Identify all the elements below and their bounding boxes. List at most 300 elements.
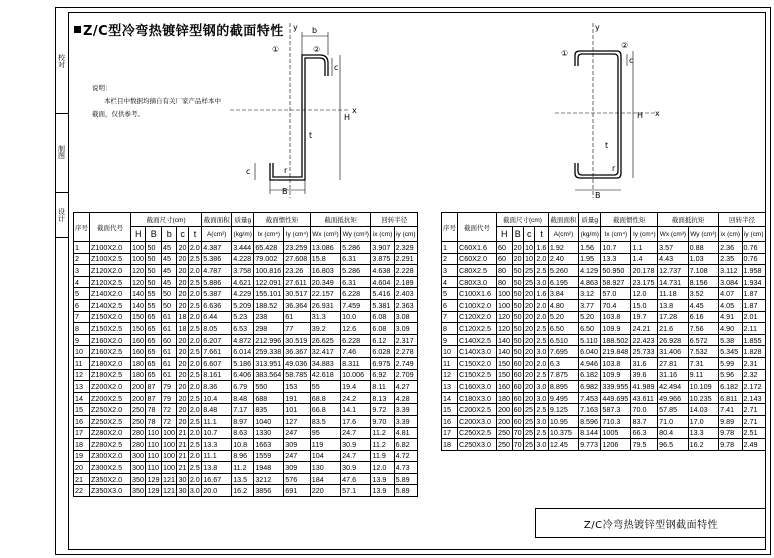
z-table-row: [74, 415, 418, 427]
c-cell: 4: [442, 276, 458, 288]
c-cell: 4.129: [579, 265, 601, 277]
z-cell: 4.28: [394, 392, 417, 404]
z-cell: Z280X2.0: [90, 427, 131, 439]
c-cell: 25: [525, 428, 533, 438]
z-table-row: [74, 323, 418, 335]
c-cell: 70.0: [631, 404, 658, 416]
c-cell: 20: [513, 254, 522, 264]
z-cell: 280: [132, 428, 144, 438]
c-cell: 4.863: [579, 276, 601, 288]
z-cell: 2.291: [394, 253, 417, 265]
c-cell: 0.88: [688, 242, 718, 254]
z-cell: 50: [161, 299, 176, 311]
z-cell: 2.0: [189, 242, 200, 252]
c-cell: 18: [442, 439, 458, 451]
c-cell: 12.0: [631, 288, 658, 300]
z-cell: 300: [132, 463, 144, 473]
c-cell: 5.345: [719, 346, 742, 358]
z-cell: 7: [74, 311, 90, 323]
z-cell: 78: [146, 415, 161, 427]
c-cell: 25: [525, 405, 533, 415]
c-cell: 3.0: [536, 277, 547, 287]
c-cell: 109.9: [601, 369, 631, 381]
z-table-row: [74, 404, 418, 416]
c-cell: 60: [513, 416, 522, 426]
z-cell: 3.09: [394, 323, 417, 335]
c-col-radius: 回转半径: [719, 213, 766, 227]
z-cell: 72: [161, 404, 176, 416]
z-cell: 30.519: [284, 334, 311, 346]
z-cell: 100: [162, 463, 175, 473]
c-cell: 2.40: [548, 253, 578, 265]
z-cell: 150: [132, 323, 144, 333]
c-cell: 60: [497, 242, 513, 254]
c-cell: 219.848: [601, 346, 631, 358]
z-cell: 2.5: [189, 323, 200, 333]
c-cell: 100: [497, 288, 513, 300]
z-cell: 2.228: [394, 265, 417, 277]
note-label: 说明：: [92, 84, 112, 92]
c-cell: 22.423: [631, 334, 658, 346]
z-cell: 119: [310, 439, 340, 451]
z-cell: 7.661: [202, 346, 232, 358]
c-cell: 20: [525, 312, 533, 322]
c-cell: 587.3: [601, 404, 631, 416]
c-cell: 20: [525, 300, 533, 310]
z-cell: 8.05: [202, 323, 232, 335]
z-cell: 58.785: [284, 369, 311, 381]
c-cell: 10: [525, 242, 533, 252]
c-cell: 10: [525, 254, 533, 264]
z-cell: 8.48: [202, 404, 232, 416]
z-table-row: [74, 485, 418, 497]
note-block: [92, 82, 221, 121]
col-area-unit: A(cm²): [202, 227, 232, 242]
title-square-icon: [74, 26, 81, 33]
c-cell: C250X2.5: [458, 427, 497, 439]
z-cell: 3.758: [232, 265, 254, 277]
z-cell: 11.2: [232, 462, 254, 474]
c-cell: 200: [497, 415, 513, 427]
c-cell: 1.1: [631, 242, 658, 254]
c-cell: 6.195: [548, 276, 578, 288]
z-cell: 300: [132, 451, 144, 461]
z-cell: 121: [162, 474, 175, 484]
z-cell: 26.931: [310, 299, 340, 311]
z-cell: 2: [74, 253, 90, 265]
z-cell: 27.611: [284, 276, 311, 288]
z-cell: 2.0: [189, 358, 200, 368]
z-cell: 68.8: [310, 392, 340, 404]
c-cell: 10.235: [688, 392, 718, 404]
z-cell: 22: [74, 485, 90, 497]
z-table-row: [74, 253, 418, 265]
c-cell: C120X2.0: [458, 311, 497, 323]
z-cell: 21: [74, 473, 90, 485]
z-section-outline: [270, 58, 325, 180]
c-cell: 39.6: [631, 369, 658, 381]
z-cell: 57.1: [341, 485, 371, 497]
c-cell: 50: [513, 335, 522, 345]
z-cell: 100: [162, 428, 175, 438]
z-cell: 4.604: [371, 276, 394, 288]
z-cell: Z250X2.0: [90, 404, 131, 416]
z-cell: 19: [74, 450, 90, 462]
z-cell: 104: [310, 450, 340, 462]
c-label-t: t: [605, 141, 609, 150]
c-cell: 7.453: [579, 392, 601, 404]
c-cell: 57.85: [658, 404, 689, 416]
col-radius: 回转半径: [371, 213, 418, 227]
z-cell: 160: [132, 335, 144, 345]
z-cell: 36.364: [284, 299, 311, 311]
z-cell: 5.886: [202, 276, 232, 288]
z-cell: 13.3: [202, 439, 232, 451]
z-cell: 61: [161, 311, 176, 323]
c-cell: 11: [442, 357, 458, 369]
col-t: t: [188, 227, 201, 242]
z-cell: 3.875: [371, 253, 394, 265]
z-cell: 110: [146, 427, 161, 439]
z-cell: 1: [74, 242, 90, 254]
z-cell: 10.7: [202, 427, 232, 439]
col-code: 截面代号: [90, 213, 131, 242]
z-cell: 184: [310, 473, 340, 485]
z-cell: 220: [310, 485, 340, 497]
z-cell: 16.67: [202, 473, 232, 485]
z-cell: 39.2: [310, 323, 340, 335]
z-cell: 65: [146, 369, 161, 381]
c-cell: 12.737: [658, 265, 689, 277]
z-cell: 120: [132, 265, 144, 275]
c-table-row: [442, 381, 766, 393]
c-cell: 103.8: [601, 357, 631, 369]
z-cell: 13.8: [202, 462, 232, 474]
c-cell: 1.4: [631, 253, 658, 265]
c-cell: 8.144: [579, 427, 601, 439]
z-table-row: [74, 369, 418, 381]
z-cell: 20: [178, 277, 187, 287]
z-cell: 212.996: [254, 334, 284, 346]
z-cell: 11.1: [202, 415, 232, 427]
z-cell: 13.5: [232, 473, 254, 485]
c-col-H: H: [497, 227, 513, 242]
z-cell: 6.08: [371, 311, 394, 323]
c-cell: C100X2.0: [458, 299, 497, 311]
c-cell: 80: [497, 276, 513, 288]
z-cell: Z350X3.0: [90, 485, 131, 497]
c-cell: 31.16: [658, 369, 689, 381]
c-cell: 339.955: [601, 381, 631, 393]
z-cell: 13.9: [371, 473, 394, 485]
z-cell: 13: [74, 381, 90, 393]
z-cell: 17.6: [341, 415, 371, 427]
c-cell: 109.9: [601, 323, 631, 335]
c-cell: 8.895: [548, 381, 578, 393]
c-label-x: x: [655, 109, 660, 118]
z-cell: 140: [132, 300, 144, 310]
z-cell: 65: [146, 357, 161, 369]
c-cell: C160X3.0: [458, 381, 497, 393]
z-cell: 8.13: [371, 392, 394, 404]
c-cell: 100: [497, 299, 513, 311]
z-cell: 87: [146, 392, 161, 404]
z-cell: 238: [254, 311, 284, 323]
z-cell: 9: [74, 334, 90, 346]
z-cell: 21: [178, 463, 187, 473]
z-cell: 259.338: [254, 346, 284, 358]
z-cell: 5.386: [202, 253, 232, 265]
c-cell: C60X1.6: [458, 242, 497, 254]
c-cell: 3.0: [536, 393, 547, 403]
sidebar-draw: 制图: [55, 112, 68, 193]
z-cell: 4.638: [371, 265, 394, 277]
z-cell: 309: [284, 439, 311, 451]
c-cell: 9: [442, 334, 458, 346]
z-cell: 20: [178, 358, 187, 368]
c-cell: 2: [442, 253, 458, 265]
c-cell: 5.99: [719, 357, 742, 369]
z-cell: 110: [146, 462, 161, 474]
c-col-area-unit: A(cm²): [548, 227, 578, 242]
c-cell: 2.0: [536, 300, 547, 310]
z-cell: 2.5: [189, 370, 200, 380]
z-cell: 121: [162, 486, 175, 496]
z-cell: 2.0: [189, 428, 200, 438]
z-cell: 26.625: [310, 334, 340, 346]
z-cell: 61: [284, 311, 311, 323]
z-cell: 45: [161, 276, 176, 288]
z-cell: Z100X2.0: [90, 242, 131, 254]
c-cell: 8.156: [688, 276, 718, 288]
z-cell: 122.091: [254, 276, 284, 288]
z-cell: 153: [284, 381, 311, 393]
c-cell: 19.7: [631, 311, 658, 323]
z-cell: 1559: [254, 450, 284, 462]
c-cell: 1005: [601, 427, 631, 439]
c-cell: 120: [497, 311, 513, 323]
c-table-row: [442, 311, 766, 323]
z-cell: 4.872: [232, 334, 254, 346]
z-cell: 6.12: [371, 334, 394, 346]
z-cell: 3: [74, 265, 90, 277]
z-cell: 200: [132, 393, 144, 403]
c-col-Wx: Wx (cm³): [658, 227, 689, 242]
c-cell: 5.20: [548, 311, 578, 323]
z-cell: 65: [146, 323, 161, 335]
z-table-row: [74, 450, 418, 462]
z-cell: 5.23: [232, 311, 254, 323]
z-label-t: t: [309, 131, 313, 140]
z-cell: 280: [132, 439, 144, 449]
z-cell: 12.0: [371, 462, 394, 474]
c-table-row: [442, 427, 766, 439]
c-cell: 0.76: [742, 242, 766, 254]
z-table-row: [74, 427, 418, 439]
c-col-mass-unit: (kg/m): [579, 227, 601, 242]
z-cell: 9.70: [371, 415, 394, 427]
z-cell: 155.101: [254, 288, 284, 300]
z-cell: 34.883: [310, 357, 340, 369]
z-cell: 383.564: [254, 369, 284, 381]
c-cell: 26.928: [658, 334, 689, 346]
z-cell: 5.381: [371, 299, 394, 311]
c-cell: C200X3.0: [458, 415, 497, 427]
z-cell: Z150X2.0: [90, 311, 131, 323]
c-cell: 200: [497, 404, 513, 416]
c-cell: 6.510: [548, 334, 578, 346]
z-cell: 45: [161, 242, 176, 254]
z-cell: 78: [146, 404, 161, 416]
z-cell: 3.0: [189, 486, 200, 496]
z-cell: 180: [132, 370, 144, 380]
c-cell: 8.596: [579, 415, 601, 427]
c-cell: 2.71: [742, 415, 766, 427]
c-col-ix: ix (cm): [719, 227, 742, 242]
c-cell: 60: [513, 370, 522, 380]
c-cell: 6.182: [579, 369, 601, 381]
c-cell: 7.163: [579, 404, 601, 416]
z-cell: 2.5: [189, 277, 200, 287]
z-cell: 20: [178, 393, 187, 403]
c-cell: 3.84: [548, 288, 578, 300]
c-cell: 2.0: [536, 312, 547, 322]
z-cell: 2.5: [189, 463, 200, 473]
c-cell: 7.31: [688, 357, 718, 369]
c-cell: 4.07: [719, 288, 742, 300]
c-cell: 2.71: [742, 404, 766, 416]
c-cell: 66.3: [631, 427, 658, 439]
z-cell: 61: [161, 369, 176, 381]
z-cell: 6.207: [202, 334, 232, 346]
c-cell: 71.0: [658, 415, 689, 427]
c-cell: C150X2.0: [458, 357, 497, 369]
z-cell: 60: [161, 334, 176, 346]
c-cell: 20: [525, 358, 533, 368]
c-cell: 9.78: [719, 439, 742, 451]
c-cell: 6.182: [719, 381, 742, 393]
c-cell: 103.8: [601, 311, 631, 323]
z-cell: 20: [178, 289, 187, 299]
col-H: H: [131, 227, 146, 242]
z-cell: 4.81: [394, 427, 417, 439]
z-cell: 100: [162, 451, 175, 461]
c-cell: 6: [442, 299, 458, 311]
c-cell: 3.57: [658, 242, 689, 254]
z-cell: 8.36: [202, 381, 232, 393]
z-cell: 688: [254, 392, 284, 404]
c-label-H: H: [637, 111, 644, 120]
c-col-t: t: [535, 227, 549, 242]
z-cell: 12: [74, 369, 90, 381]
z-cell: 36.367: [284, 346, 311, 358]
c-cell: 20: [525, 289, 533, 299]
z-cell: 110: [146, 450, 161, 462]
c-table-row: [442, 415, 766, 427]
z-cell: 16.2: [232, 485, 254, 497]
c-cell: 4.90: [719, 323, 742, 335]
z-cell: 3.39: [394, 415, 417, 427]
c-cell: 4.43: [658, 253, 689, 265]
z-cell: 200: [132, 381, 144, 391]
c-cell: 21.6: [658, 323, 689, 335]
c-label-y: y: [595, 23, 600, 32]
z-cell: Z200X2.5: [90, 392, 131, 404]
z-cell: 350: [132, 474, 144, 484]
c-cell: 7: [442, 311, 458, 323]
z-table-row: [74, 242, 418, 254]
z-cell: 77: [284, 323, 311, 335]
c-col-seq: 序号: [442, 213, 458, 242]
c-cell: 1.6: [536, 242, 547, 252]
z-cell: 50: [161, 288, 176, 300]
c-cell: 4.91: [719, 311, 742, 323]
c-cell: C80X2.5: [458, 265, 497, 277]
z-cell: 4.387: [202, 242, 232, 254]
z-cell: 3.444: [232, 242, 254, 254]
c-col-area: 截面面积: [548, 213, 578, 227]
c-cell: 9.11: [688, 369, 718, 381]
c-cell: 6.50: [579, 323, 601, 335]
z-cell: 61: [161, 357, 176, 369]
z-cell: 23.26: [284, 265, 311, 277]
c-col-Wy: Wy (cm³): [688, 227, 718, 242]
c-cell: 50: [513, 300, 522, 310]
c-cell: 25: [525, 277, 533, 287]
c-cell: 20: [525, 335, 533, 345]
c-section-diagram: [555, 18, 675, 198]
sidebar-design: 设计: [55, 192, 68, 238]
c-cell: 7.875: [548, 369, 578, 381]
c-cell: 60: [513, 393, 522, 403]
c-cell: 1.56: [579, 242, 601, 254]
z-cell: 247: [284, 427, 311, 439]
c-cell: 2.31: [742, 357, 766, 369]
z-cell: 120: [132, 277, 144, 287]
z-cell: 5: [74, 288, 90, 300]
c-cell: 7.695: [548, 346, 578, 358]
z-cell: 350: [132, 486, 144, 496]
z-cell: 27.608: [284, 253, 311, 265]
z-cell: 6.228: [341, 288, 371, 300]
c-cell: 20: [525, 347, 533, 357]
c-cell: 10.7: [601, 242, 631, 254]
c-cell: 12: [442, 369, 458, 381]
col-seq: 序号: [74, 213, 90, 242]
c-cell: 8: [442, 323, 458, 335]
z-cell: 100: [132, 254, 144, 264]
c-cell: 70.4: [601, 299, 631, 311]
z-cell: 20: [178, 405, 187, 415]
z-cell: Z300X2.5: [90, 462, 131, 474]
col-iy: iy (cm): [394, 227, 417, 242]
z-cell: 11.2: [371, 427, 394, 439]
c-cell: 2.5: [536, 323, 547, 333]
c-table-row: [442, 323, 766, 335]
c-cell: 3.0: [536, 381, 547, 391]
c-cell: 2.51: [742, 427, 766, 439]
c-cell: 13.8: [658, 299, 689, 311]
c-cell: 1.95: [579, 253, 601, 265]
z-cell: 180: [132, 358, 144, 368]
z-cell: Z350X2.0: [90, 473, 131, 485]
c-cell: 50: [513, 265, 522, 275]
z-cell: 1330: [254, 427, 284, 439]
c-cell: 50: [513, 289, 522, 299]
z-cell: 79: [161, 381, 176, 393]
c-table-row: [442, 439, 766, 451]
c-cell: 50: [513, 277, 522, 287]
